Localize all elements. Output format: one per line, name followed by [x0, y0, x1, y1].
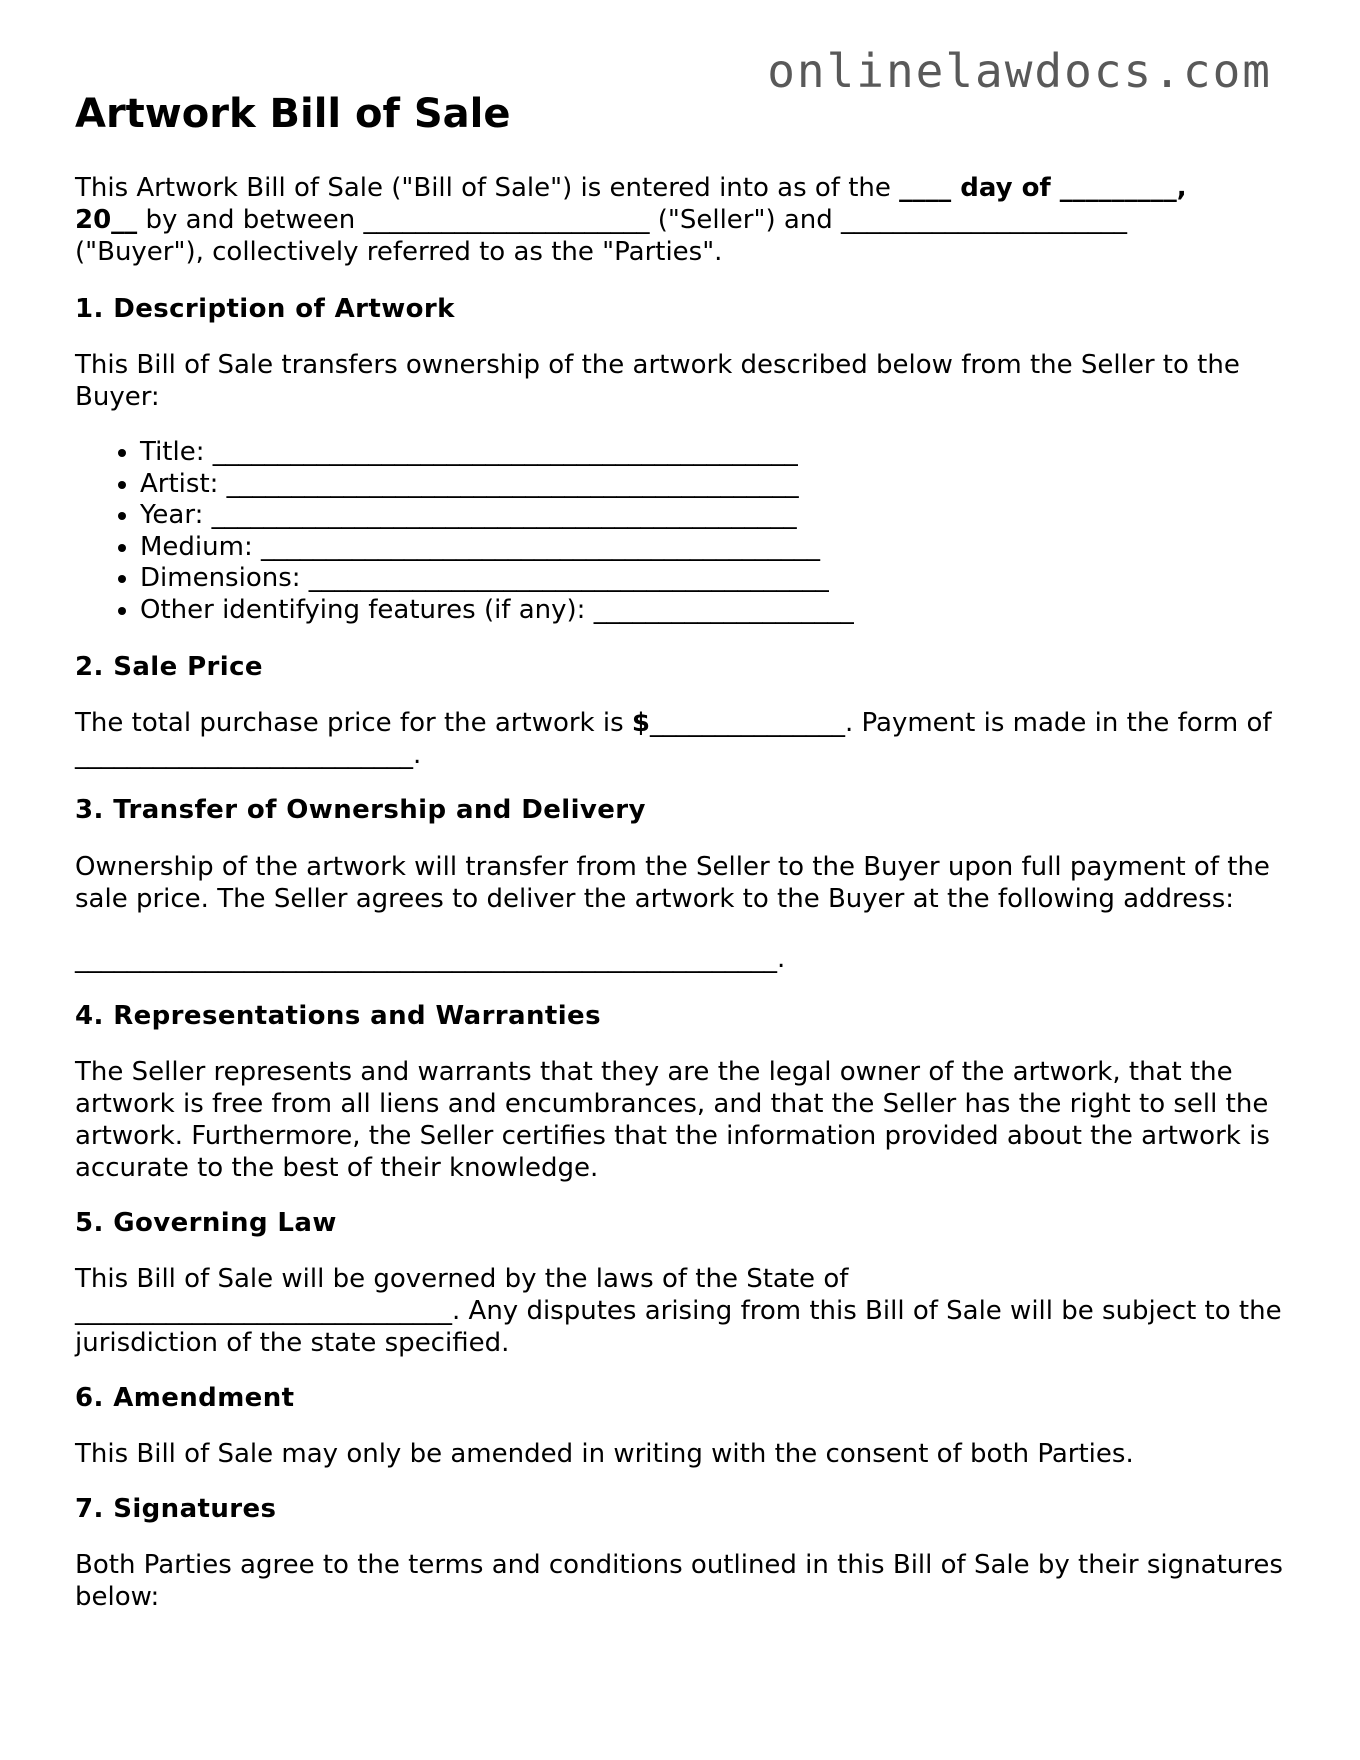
- intro-day-blank: ____ day of _________,: [899, 173, 1187, 203]
- section-6-text: This Bill of Sale may only be amended in writing with the consent of both Parties.: [75, 1439, 1134, 1470]
- list-item: • Other identifying features (if any): ____________________: [140, 595, 1285, 627]
- document-title: Artwork Bill of Sale: [75, 91, 511, 137]
- law-text-1: This Bill of Sale will be governed by the laws of the State of: [75, 1263, 849, 1294]
- document: [75, 90, 1285, 1637]
- section-2-heading: 2. Sale Price: [75, 652, 263, 683]
- section-6-heading: 6. Amendment: [75, 1382, 295, 1413]
- list-item: • Dimensions: ________________________________________: [140, 563, 1285, 595]
- section-7-text: Both Parties agree to the terms and conditions outlined in this Bill of Sale by their signatures below:: [75, 1550, 1283, 1613]
- section-3-text: Ownership of the artwork will transfer from the Seller to the Buyer upon full payment of the sale price. The Seller agrees to deliver the artwork to the Buyer at the following address:: [75, 851, 1270, 914]
- delivery-address-blank: ______________________________________________________.: [75, 943, 786, 974]
- law-text-2: . Any disputes arising from this Bill of Sale will be subject to the jurisdiction of the state specified.: [75, 1295, 1282, 1358]
- intro-paragraph: [75, 172, 1285, 268]
- section-7-heading: 7. Signatures: [75, 1494, 277, 1525]
- intro-text-1: This Artwork Bill of Sale ("Bill of Sale") is entered into as of the: [75, 173, 900, 203]
- watermark: onlinelawdocs.com: [767, 44, 1272, 98]
- price-currency: $: [631, 708, 650, 739]
- section-4-heading: 4. Representations and Warranties: [75, 1000, 601, 1031]
- intro-text-2: by and between ______________________ ("Seller") and ______________________: [137, 205, 1128, 235]
- section-2-text: [75, 707, 1285, 771]
- list-item: • Title: _____________________________________________: [140, 437, 1285, 469]
- section-5-heading: 5. Governing Law: [75, 1207, 337, 1238]
- section-4-text: The Seller represents and warrants that they are the legal owner of the artwork, that the artwork is free from all liens and encumbrances, and that the Seller has the right to sell the artwork. Furthermore, the Seller certifies that the information provided about the artwork is accurate to the best of their knowledge.: [75, 1056, 1270, 1183]
- intro-text-3: ("Buyer"), collectively referred to as the "Parties".: [75, 237, 723, 267]
- price-text-2: _______________. Payment is made in the form of __________________________.: [75, 708, 1272, 771]
- price-text-1: The total purchase price for the artwork is: [75, 708, 632, 739]
- list-item: • Medium: ___________________________________________: [140, 532, 1285, 564]
- section-1-heading: 1. Description of Artwork: [75, 294, 455, 324]
- section-3-heading: 3. Transfer of Ownership and Delivery: [75, 795, 646, 826]
- list-item: • Year: _____________________________________________: [140, 500, 1285, 532]
- section-1-text: This Bill of Sale transfers ownership of the artwork described below from the Seller to the Buyer:: [75, 350, 1240, 413]
- state-blank: _____________________________: [75, 1295, 452, 1326]
- artwork-details-list: [75, 437, 1285, 626]
- intro-year-blank: 20__: [75, 205, 138, 235]
- section-5-text: [75, 1263, 1285, 1359]
- list-item: • Artist: ____________________________________________: [140, 469, 1285, 501]
